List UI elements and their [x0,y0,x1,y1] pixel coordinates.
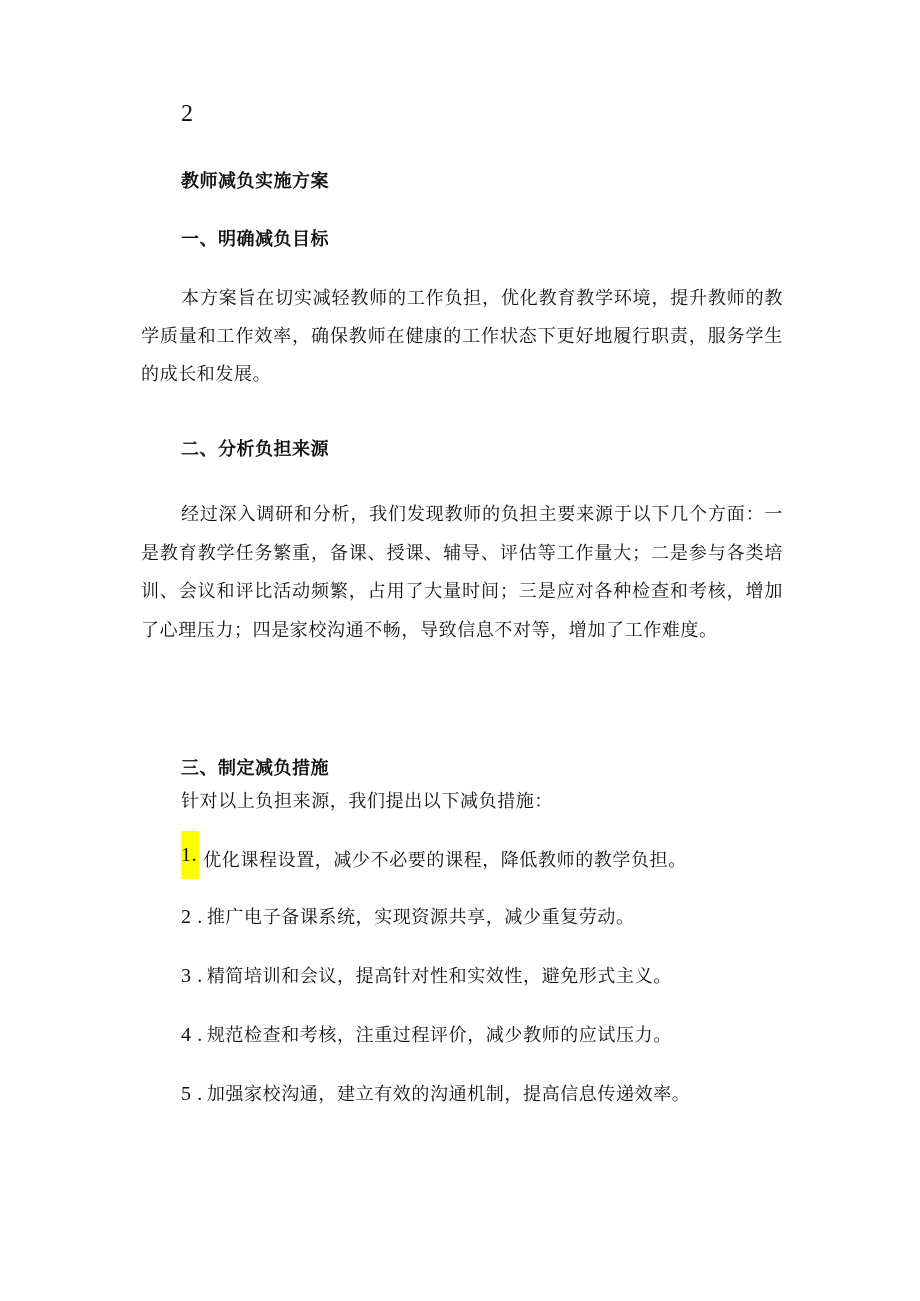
section-paragraph-1: 本方案旨在切实减轻教师的工作负担，优化教育教学环境，提升教师的教学质量和工作效率，确保教师在健康的工作状态下更好地履行职责，服务学生的成长和发展。 [141,288,783,385]
section-heading-1: 一、明确减负目标 [181,229,329,250]
list-item [181,902,635,933]
list-item-text: 精简培训和会议，提高针对性和实效性，避免形式主义。 [206,966,672,987]
list-item [181,1020,672,1051]
list-item-number: 5 . [181,1083,203,1105]
list-item [181,1079,690,1110]
list-item-text: 优化课程设置，减少不必要的课程，降低教师的教学负担。 [203,850,687,871]
list-item [181,961,672,992]
section-heading-2: 二、分析负担来源 [181,439,329,460]
section-paragraph-2: 经过深入调研和分析，我们发现教师的负担主要来源于以下几个方面：一是教育教学任务繁重，备课、授课、辅导、评估等工作量大；二是参与各类培训、会议和评比活动频繁，占用了大量时间；三是应对各种检查和考核，增加了心理压力；四是家校沟通不畅，导致信息不对等，增加了工作难度。 [141,504,783,641]
list-item-text: 规范检查和考核，注重过程评价，减少教师的应试压力。 [206,1025,672,1046]
list-item-number: 2 . [181,906,203,928]
page-number: 2 [181,101,193,127]
list-item [181,843,687,879]
list-item-number: 3 . [181,965,203,987]
list-item-number-highlighted: 1. [181,831,199,879]
list-item-text: 加强家校沟通，建立有效的沟通机制，提高信息传递效率。 [206,1084,691,1105]
list-item-number: 4 . [181,1024,203,1046]
measures-intro: 针对以上负担来源，我们提出以下减负措施： [181,791,553,812]
document-title: 教师减负实施方案 [181,171,329,192]
section-heading-3: 三、制定减负措施 [181,758,329,779]
list-item-text: 推广电子备课系统，实现资源共享，减少重复劳动。 [206,907,635,928]
